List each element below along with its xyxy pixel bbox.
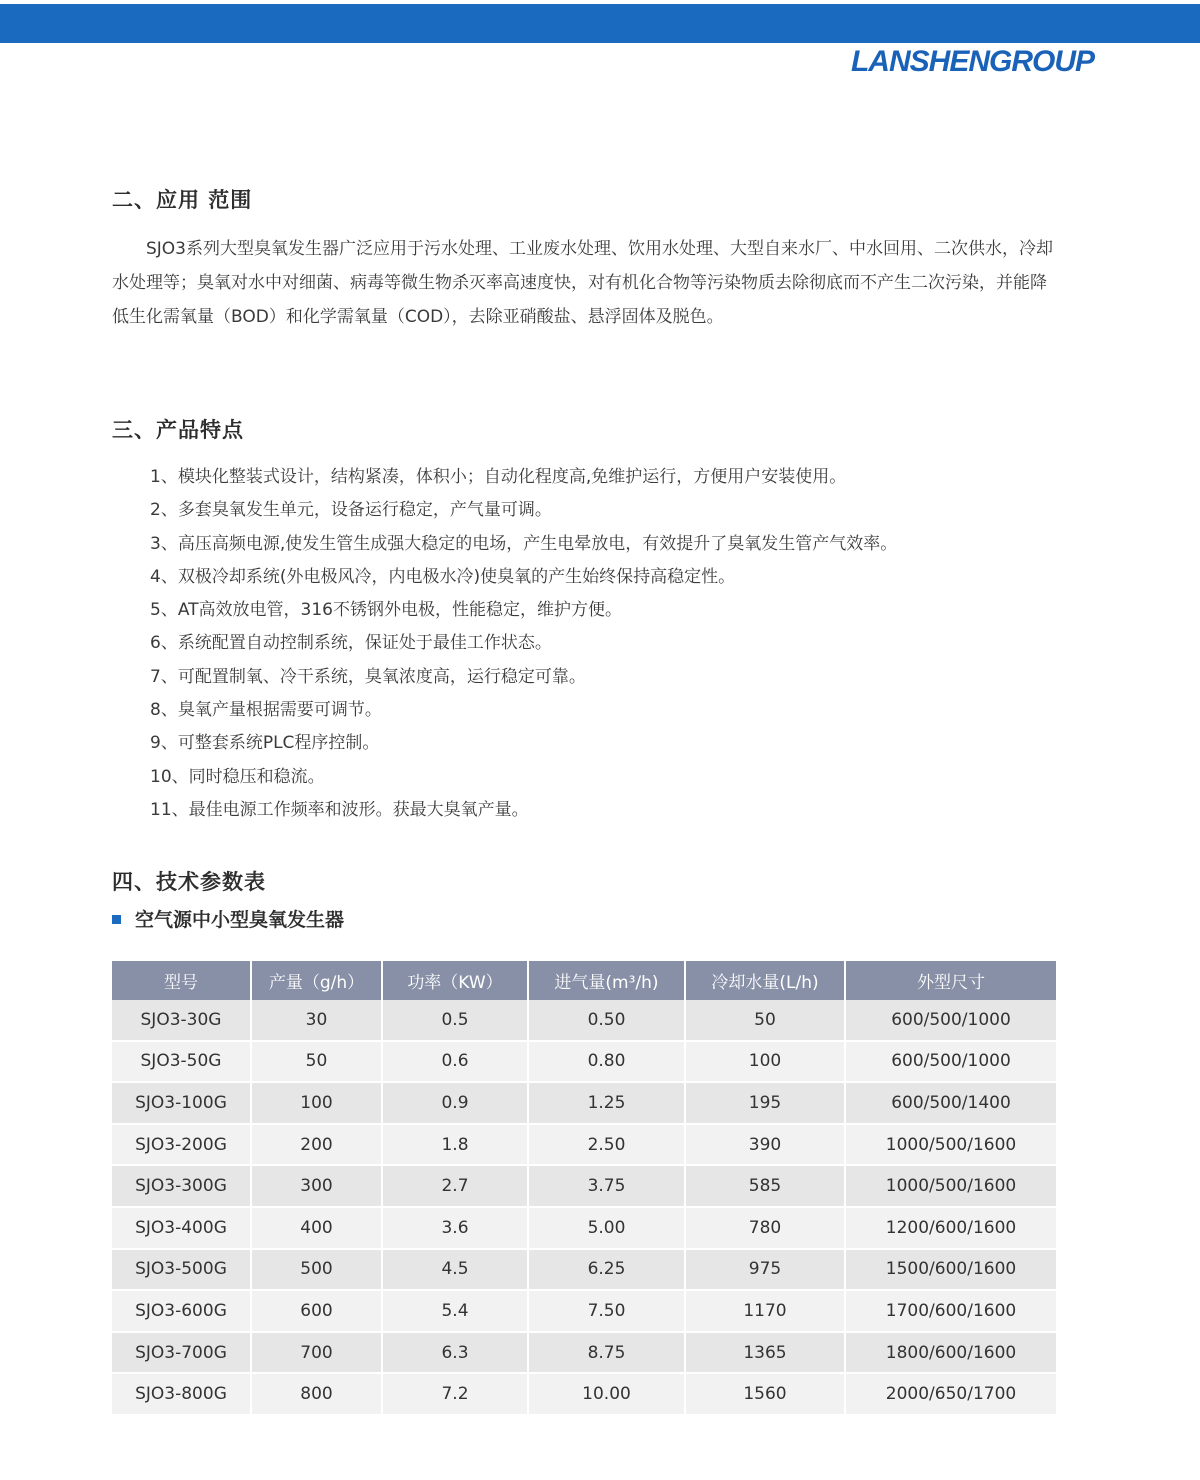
cell-power: 5.4: [383, 1291, 529, 1333]
cell-output: 700: [252, 1333, 383, 1375]
cell-dimensions: 1800/600/1600: [846, 1333, 1056, 1375]
cell-cooling-water: 1365: [686, 1333, 846, 1375]
cell-air-intake: 7.50: [529, 1291, 686, 1333]
cell-air-intake: 6.25: [529, 1250, 686, 1292]
cell-power: 2.7: [383, 1166, 529, 1208]
table-row: [112, 1333, 1056, 1375]
cell-dimensions: 1000/500/1600: [846, 1166, 1056, 1208]
cell-output: 600: [252, 1291, 383, 1333]
cell-power: 3.6: [383, 1208, 529, 1250]
cell-air-intake: 3.75: [529, 1166, 686, 1208]
cell-output: 200: [252, 1125, 383, 1167]
cell-cooling-water: 1560: [686, 1374, 846, 1416]
cell-power: 0.9: [383, 1083, 529, 1125]
cell-cooling-water: 390: [686, 1125, 846, 1167]
cell-dimensions: 600/500/1000: [846, 1042, 1056, 1084]
section-title-features: 三、产品特点: [112, 418, 244, 442]
application-paragraph: SJO3系列大型臭氧发生器广泛应用于污水处理、工业废水处理、饮用水处理、大型自来水厂、中水回用、二次供水，冷却水处理等；臭氧对水中对细菌、病毒等微生物杀灭率高速度快，对有机化合物等污染物质去除彻底而不产生二次污染，并能降低生化需氧量（BOD）和化学需氧量（COD），去除亚硝酸盐、悬浮固体及脱色。: [112, 239, 1053, 327]
feature-item: 1、模块化整装式设计，结构紧凑，体积小；自动化程度高,免维护运行，方便用户安装使用。: [150, 467, 847, 487]
top-brand-bar: [0, 4, 1200, 43]
column-header-air-intake: 进气量(m³/h): [529, 961, 686, 1000]
feature-item: 10、同时稳压和稳流。: [150, 766, 325, 787]
table-row: [112, 1083, 1056, 1125]
column-header-output: 产量（g/h）: [252, 961, 383, 1000]
cell-cooling-water: 100: [686, 1042, 846, 1084]
cell-model: SJO3-100G: [112, 1083, 252, 1125]
spec-table: [112, 961, 1056, 1416]
cell-dimensions: 1000/500/1600: [846, 1125, 1056, 1167]
column-header-model: 型号: [112, 961, 252, 1000]
cell-cooling-water: 975: [686, 1250, 846, 1292]
cell-model: SJO3-30G: [112, 1000, 252, 1042]
spec-table-header-row: [112, 961, 1056, 1000]
cell-air-intake: 8.75: [529, 1333, 686, 1375]
spec-subtitle-text: 空气源中小型臭氧发生器: [135, 909, 345, 931]
feature-item: 5、AT高效放电管，316不锈钢外电极，性能稳定，维护方便。: [150, 600, 622, 621]
cell-power: 0.5: [383, 1000, 529, 1042]
table-row: [112, 1374, 1056, 1416]
cell-cooling-water: 50: [686, 1000, 846, 1042]
cell-power: 0.6: [383, 1042, 529, 1084]
cell-output: 400: [252, 1208, 383, 1250]
feature-item: 3、高压高频电源,使发生管生成强大稳定的电场，产生电晕放电，有效提升了臭氧发生管产气效率。: [150, 533, 898, 554]
cell-model: SJO3-700G: [112, 1333, 252, 1375]
section-title-application: 二、应用 范围: [112, 188, 253, 212]
table-row: [112, 1042, 1056, 1084]
feature-item: 4、双极冷却系统(外电极风冷，内电极水冷)使臭氧的产生始终保持高稳定性。: [150, 566, 736, 587]
cell-cooling-water: 1170: [686, 1291, 846, 1333]
feature-item: 9、可整套系统PLC程序控制。: [150, 733, 380, 754]
cell-air-intake: 5.00: [529, 1208, 686, 1250]
cell-cooling-water: 780: [686, 1208, 846, 1250]
cell-cooling-water: 195: [686, 1083, 846, 1125]
cell-power: 7.2: [383, 1374, 529, 1416]
column-header-power: 功率（KW）: [383, 961, 529, 1000]
cell-cooling-water: 585: [686, 1166, 846, 1208]
feature-item: 8、臭氧产量根据需要可调节。: [150, 700, 382, 721]
cell-air-intake: 1.25: [529, 1083, 686, 1125]
brand-logo: LANSHENGROUP: [850, 45, 1094, 78]
cell-air-intake: 2.50: [529, 1125, 686, 1167]
cell-dimensions: 2000/650/1700: [846, 1374, 1056, 1416]
column-header-dimensions: 外型尺寸: [846, 961, 1056, 1000]
cell-air-intake: 10.00: [529, 1374, 686, 1416]
spec-subtitle: [112, 906, 344, 934]
table-row: [112, 1208, 1056, 1250]
cell-power: 4.5: [383, 1250, 529, 1292]
cell-dimensions: 1700/600/1600: [846, 1291, 1056, 1333]
cell-output: 800: [252, 1374, 383, 1416]
cell-air-intake: 0.80: [529, 1042, 686, 1084]
column-header-cooling-water: 冷却水量(L/h): [686, 961, 846, 1000]
cell-dimensions: 600/500/1400: [846, 1083, 1056, 1125]
feature-item: 7、可配置制氧、冷干系统，臭氧浓度高，运行稳定可靠。: [150, 666, 586, 687]
section-title-specs: 四、技术参数表: [112, 870, 266, 894]
square-bullet-icon: [112, 915, 121, 924]
cell-model: SJO3-600G: [112, 1291, 252, 1333]
feature-list: [150, 461, 897, 827]
cell-model: SJO3-400G: [112, 1208, 252, 1250]
cell-output: 500: [252, 1250, 383, 1292]
cell-output: 30: [252, 1000, 383, 1042]
spec-table-body: [112, 1000, 1056, 1416]
cell-model: SJO3-800G: [112, 1374, 252, 1416]
feature-item: 6、系统配置自动控制系统，保证处于最佳工作状态。: [150, 633, 552, 654]
cell-dimensions: 1200/600/1600: [846, 1208, 1056, 1250]
cell-model: SJO3-50G: [112, 1042, 252, 1084]
cell-model: SJO3-200G: [112, 1125, 252, 1167]
cell-model: SJO3-300G: [112, 1166, 252, 1208]
feature-item: 2、多套臭氧发生单元，设备运行稳定，产气量可调。: [150, 500, 552, 521]
cell-output: 300: [252, 1166, 383, 1208]
table-row: [112, 1250, 1056, 1292]
table-row: [112, 1291, 1056, 1333]
table-row: [112, 1000, 1056, 1042]
feature-item: 11、最佳电源工作频率和波形。获最大臭氧产量。: [150, 799, 529, 820]
cell-air-intake: 0.50: [529, 1000, 686, 1042]
cell-dimensions: 600/500/1000: [846, 1000, 1056, 1042]
cell-dimensions: 1500/600/1600: [846, 1250, 1056, 1292]
cell-power: 1.8: [383, 1125, 529, 1167]
cell-output: 100: [252, 1083, 383, 1125]
cell-output: 50: [252, 1042, 383, 1084]
cell-power: 6.3: [383, 1333, 529, 1375]
table-row: [112, 1125, 1056, 1167]
table-row: [112, 1166, 1056, 1208]
cell-model: SJO3-500G: [112, 1250, 252, 1292]
